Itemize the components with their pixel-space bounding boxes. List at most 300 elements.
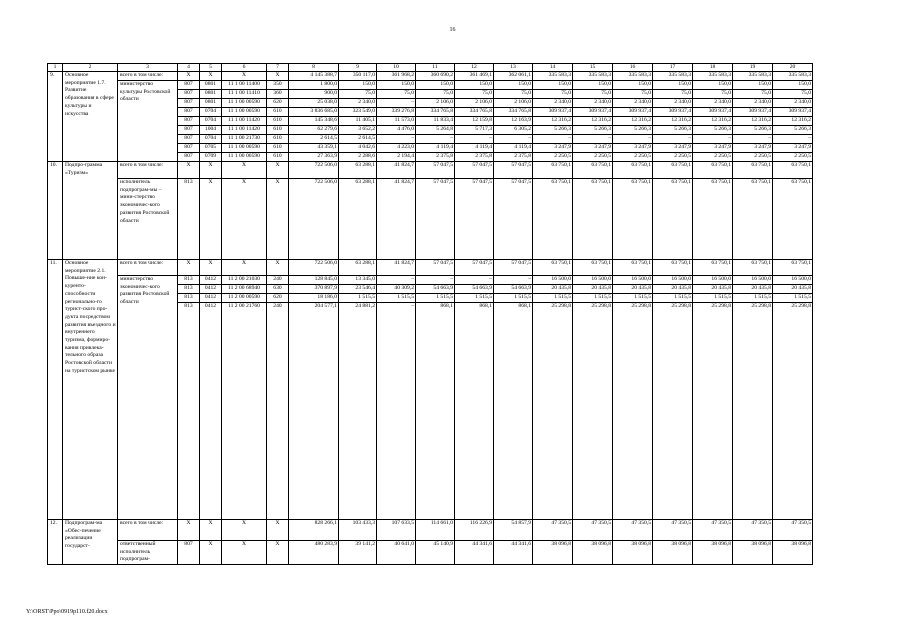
amount-cell: 63 288,1 [339,260,377,276]
amount-cell: 20 435,8 [693,285,733,294]
amount-cell: 1 515,5 [733,294,773,303]
amount-cell: 75,0 [377,90,416,99]
amount-cell: 309 937,4 [533,108,573,117]
amount-cell: 75,0 [533,90,573,99]
amount-cell: 1 515,5 [693,294,733,303]
row-number: 10. [48,162,63,260]
amount-cell: – [494,135,533,144]
table-body [48,64,813,565]
column-number-header: 16 [613,64,653,72]
amount-cell: 20 435,8 [613,285,653,294]
column-number-header: 19 [733,64,773,72]
amount-cell: 2 106,0 [455,99,494,108]
amount-cell: 1 515,5 [533,294,573,303]
budget-code-cell: 807 [178,117,200,126]
amount-cell: – [693,135,733,144]
amount-cell: 1 515,5 [573,294,613,303]
amount-cell: 63 750,1 [653,179,693,260]
amount-cell: 2 375,8 [494,153,533,162]
amount-cell: 150,0 [693,81,733,90]
amount-cell: 2 340,0 [339,99,377,108]
amount-cell: 57 047,5 [494,179,533,260]
budget-code-cell: 620 [267,294,289,303]
amount-cell: 47 350,5 [533,520,573,541]
amount-cell: 38 096,8 [693,541,733,565]
amount-cell: 47 350,5 [653,520,693,541]
amount-cell: 62 279,6 [289,126,339,135]
amount-cell: 6 305,2 [494,126,533,135]
budget-code-cell: 1004 [200,126,222,135]
amount-cell: 2 250,5 [653,153,693,162]
amount-cell: 11 405,1 [339,117,377,126]
budget-code-cell: 610 [267,144,289,153]
amount-cell: 335 583,3 [653,72,693,81]
budget-code-cell: X [200,179,222,260]
amount-cell: 480 283,9 [289,541,339,565]
amount-cell: – [455,135,494,144]
amount-cell: 1 515,5 [416,294,455,303]
budget-code-cell: X [200,162,222,179]
budget-code-cell: X [178,520,200,541]
amount-cell: 722 506,0 [289,179,339,260]
amount-cell: 38 096,8 [773,541,813,565]
amount-cell: 63 750,1 [573,179,613,260]
amount-cell: 3 247,9 [613,144,653,153]
amount-cell: 1 515,5 [494,294,533,303]
amount-cell: – [416,276,455,285]
amount-cell: 370 897,9 [289,285,339,294]
budget-code-cell: 11 2 00 68940 [222,285,267,294]
budget-code-cell: X [267,72,289,81]
amount-cell: 63 750,1 [613,260,653,276]
amount-cell: 339 276,8 [377,108,416,117]
row-number: 9. [48,72,63,162]
amount-cell: 16 500,0 [653,276,693,285]
amount-cell: 309 937,4 [653,108,693,117]
amount-cell: 3 247,9 [653,144,693,153]
amount-cell: 63 750,1 [613,179,653,260]
amount-cell: 334 765,8 [416,108,455,117]
amount-cell: 5 717,3 [455,126,494,135]
budget-code-cell: X [267,162,289,179]
table-row [48,81,813,90]
table-row [48,260,813,276]
amount-cell: 150,0 [377,81,416,90]
amount-cell: 323 549,0 [339,108,377,117]
amount-cell: 3 247,9 [733,144,773,153]
column-number-header: 1 [48,64,63,72]
budget-code-cell: X [178,72,200,81]
amount-cell: 150,0 [573,81,613,90]
executor-total: всего в том числе: [118,72,178,81]
amount-cell: 204 577,1 [289,303,339,520]
amount-cell: 47 350,5 [733,520,773,541]
amount-cell: 2 250,5 [773,153,813,162]
amount-cell: 1 800,0 [289,81,339,90]
amount-cell: 4 145 388,7 [289,72,339,81]
budget-code-cell: 11 1 00 00590 [222,144,267,153]
table-row [48,541,813,565]
amount-cell: 1 515,5 [773,294,813,303]
budget-code-cell: 807 [178,541,200,565]
amount-cell: 25 298,8 [733,303,773,520]
budget-code-cell: 807 [178,90,200,99]
budget-code-cell: 0801 [200,99,222,108]
budget-code-cell: 0705 [200,144,222,153]
amount-cell: 722 506,0 [289,162,339,179]
amount-cell: 335 583,3 [613,72,653,81]
amount-cell: – [377,99,416,108]
budget-code-cell: 807 [178,135,200,144]
amount-cell: 5 266,3 [653,126,693,135]
amount-cell: 75,0 [773,90,813,99]
amount-cell: 5 266,3 [693,126,733,135]
table-row [48,72,813,81]
budget-code-cell: 0704 [200,135,222,144]
amount-cell: 63 750,1 [653,162,693,179]
budget-code-cell: X [267,179,289,260]
column-number-header: 7 [267,64,289,72]
amount-cell: 63 750,1 [613,162,653,179]
amount-cell: 12 316,2 [773,117,813,126]
amount-cell: 309 937,4 [693,108,733,117]
budget-code-cell: 813 [178,179,200,260]
amount-cell: 38 096,8 [533,541,573,565]
amount-cell: 150,0 [416,81,455,90]
amount-cell: 12 316,2 [733,117,773,126]
amount-cell: 150,0 [533,81,573,90]
budget-code-cell: 620 [267,99,289,108]
amount-cell: 5 266,3 [733,126,773,135]
amount-cell: 722 506,0 [289,260,339,276]
budget-code-cell: 610 [267,117,289,126]
amount-cell: 41 824,7 [377,179,416,260]
table-row [48,276,813,285]
column-number-header: 2 [63,64,118,72]
amount-cell: 5 264,8 [416,126,455,135]
executor-name: министерство экономичес-кого развития Ростовской области [118,276,178,520]
amount-cell: 47 350,5 [613,520,653,541]
amount-cell: – [377,135,416,144]
amount-cell: 3 247,9 [773,144,813,153]
amount-cell: 63 750,1 [573,162,613,179]
budget-code-cell: X [267,260,289,276]
amount-cell: 2 250,5 [533,153,573,162]
column-number-header: 20 [773,64,813,72]
amount-cell: 57 047,5 [455,162,494,179]
amount-cell: 16 500,0 [773,276,813,285]
budget-code-cell: 0412 [200,276,222,285]
amount-cell: 25 298,8 [693,303,733,520]
amount-cell: 4 119,4 [494,144,533,153]
amount-cell: 1 515,5 [339,294,377,303]
amount-cell: 25 298,8 [613,303,653,520]
amount-cell: 54 663,9 [455,285,494,294]
column-number-header: 3 [118,64,178,72]
amount-cell: 2 340,0 [773,99,813,108]
amount-cell: 2 340,0 [533,99,573,108]
amount-cell: 63 750,1 [693,179,733,260]
amount-cell: 41 824,7 [377,162,416,179]
amount-cell: 150,0 [733,81,773,90]
amount-cell: 63 750,1 [733,260,773,276]
amount-cell: 25 298,8 [773,303,813,520]
amount-cell: 44 341,6 [494,541,533,565]
amount-cell: – [653,135,693,144]
amount-cell: 335 583,3 [693,72,733,81]
amount-cell: – [533,135,573,144]
amount-cell: 2 250,5 [613,153,653,162]
amount-cell: 12 316,2 [573,117,613,126]
amount-cell: 63 750,1 [773,162,813,179]
amount-cell: 334 765,8 [494,108,533,117]
amount-cell: 16 500,0 [733,276,773,285]
amount-cell: 38 096,8 [733,541,773,565]
amount-cell: 3 836 685,0 [289,108,339,117]
budget-code-cell: X [222,520,267,541]
amount-cell: 63 750,1 [733,179,773,260]
amount-cell: 2 288,6 [339,153,377,162]
executor-total: всего в том числе: [118,260,178,276]
budget-code-cell: 807 [178,153,200,162]
amount-cell: 1 515,5 [613,294,653,303]
budget-code-cell: 807 [178,144,200,153]
amount-cell: 150,0 [339,81,377,90]
budget-code-cell: 610 [267,153,289,162]
amount-cell: 25 298,8 [573,303,613,520]
amount-cell: 107 633,5 [377,520,416,541]
amount-cell: 362 061,1 [494,72,533,81]
amount-cell: – [455,276,494,285]
budget-code-cell: X [178,162,200,179]
amount-cell: 38 096,8 [613,541,653,565]
amount-cell: 38 096,8 [653,541,693,565]
amount-cell: 63 288,1 [339,179,377,260]
budget-code-cell: 350 [267,81,289,90]
amount-cell: 63 288,1 [339,162,377,179]
amount-cell: 150,0 [613,81,653,90]
amount-cell: 75,0 [693,90,733,99]
amount-cell: 2 614,5 [289,135,339,144]
budget-code-cell: 0704 [200,108,222,117]
amount-cell: 47 350,5 [573,520,613,541]
amount-cell: 309 937,4 [613,108,653,117]
budget-code-cell: 0704 [200,117,222,126]
executor-name: ответственный исполнитель подпрограм- [118,541,178,565]
amount-cell: 2 340,0 [733,99,773,108]
amount-cell: 868,1 [494,303,533,520]
amount-cell: 12 316,2 [533,117,573,126]
column-number-header: 8 [289,64,339,72]
amount-cell: 3 247,9 [693,144,733,153]
amount-cell: 12 163,9 [494,117,533,126]
amount-cell: 20 435,8 [773,285,813,294]
column-number-header: 17 [653,64,693,72]
amount-cell: 335 583,3 [733,72,773,81]
amount-cell: 20 435,8 [533,285,573,294]
amount-cell: – [613,135,653,144]
amount-cell: 2 250,5 [693,153,733,162]
amount-cell: – [416,135,455,144]
amount-cell: 57 047,5 [494,162,533,179]
amount-cell: 150,0 [455,81,494,90]
column-number-header: 4 [178,64,200,72]
column-number-header: 10 [377,64,416,72]
amount-cell: – [733,135,773,144]
program-name: Подпро-грамма «Туризм» [63,162,118,260]
amount-cell: 145 348,6 [289,117,339,126]
amount-cell: 2 340,0 [693,99,733,108]
amount-cell: 54 857,9 [494,520,533,541]
amount-cell: 1 515,5 [455,294,494,303]
amount-cell: 335 583,3 [773,72,813,81]
column-number-header: 14 [533,64,573,72]
amount-cell: 12 316,2 [693,117,733,126]
budget-code-cell: 11 1 00 11420 [222,117,267,126]
amount-cell: 128 845,0 [289,276,339,285]
amount-cell: 4 119,4 [416,144,455,153]
amount-cell: 150,0 [653,81,693,90]
program-name: Основное мероприятие 1.7. Развитие образования в сфере культуры и искусства [63,72,118,162]
amount-cell: 40 309,2 [377,285,416,294]
amount-cell: 57 047,5 [455,260,494,276]
budget-code-cell: X [267,520,289,541]
amount-cell: 868,1 [416,303,455,520]
amount-cell: 75,0 [573,90,613,99]
budget-code-cell: 11 1 00 00590 [222,99,267,108]
amount-cell: 11 573,0 [377,117,416,126]
amount-cell: 2 250,5 [733,153,773,162]
amount-cell: 2 375,8 [416,153,455,162]
budget-code-cell: 0709 [200,153,222,162]
amount-cell: 16 500,0 [573,276,613,285]
amount-cell: 63 750,1 [773,260,813,276]
amount-cell: 16 500,0 [533,276,573,285]
table-row [48,179,813,260]
budget-code-cell: 240 [267,276,289,285]
amount-cell: 868,1 [455,303,494,520]
amount-cell: 361 968,2 [377,72,416,81]
program-name: Основное мероприятие 2.1. Повыше-ние кон-курентo-способности регионально-го турист-ского про-дукта посредством развития въездного и внутреннего туризма, формиро-вания привлека-тельного образа Ростовской области на туристском рынке [63,260,118,520]
amount-cell: 5 266,3 [533,126,573,135]
amount-cell: 27 363,9 [289,153,339,162]
amount-cell: 57 047,5 [416,162,455,179]
amount-cell: 1 515,5 [653,294,693,303]
budget-code-cell: 0801 [200,81,222,90]
amount-cell: 38 096,8 [573,541,613,565]
amount-cell: 2 340,0 [653,99,693,108]
executor-total: всего в том числе: [118,162,178,179]
budget-table [47,63,813,565]
amount-cell: 20 435,8 [573,285,613,294]
amount-cell: 25 298,8 [653,303,693,520]
amount-cell: 63 750,1 [773,179,813,260]
amount-cell: 20 435,8 [653,285,693,294]
amount-cell: 150,0 [494,81,533,90]
amount-cell: 41 824,7 [377,260,416,276]
amount-cell: 40 641,0 [377,541,416,565]
amount-cell: 57 047,5 [416,179,455,260]
column-number-header: 6 [222,64,267,72]
amount-cell: – [494,276,533,285]
amount-cell: 11 833,4 [416,117,455,126]
amount-cell: 3 652,2 [339,126,377,135]
amount-cell: 63 750,1 [693,162,733,179]
budget-code-cell: 807 [178,99,200,108]
column-number-header: 11 [416,64,455,72]
budget-code-cell: X [200,260,222,276]
column-number-header: 18 [693,64,733,72]
budget-code-cell: 0412 [200,294,222,303]
budget-code-cell: 360 [267,90,289,99]
budget-code-cell: X [222,162,267,179]
amount-cell: 75,0 [455,90,494,99]
budget-code-cell: 610 [267,108,289,117]
amount-cell: 12 159,8 [455,117,494,126]
column-number-header: 13 [494,64,533,72]
amount-cell: 335 583,3 [533,72,573,81]
budget-code-cell: X [222,260,267,276]
row-number: 12. [48,520,63,565]
budget-code-cell: 11 1 00 00590 [222,108,267,117]
amount-cell: – [773,135,813,144]
budget-code-cell: 11 2 00 21760 [222,303,267,520]
amount-cell: 2 106,0 [494,99,533,108]
budget-code-cell: X [200,541,222,565]
amount-cell: 75,0 [416,90,455,99]
amount-cell: 57 047,5 [416,260,455,276]
amount-cell: 24 881,2 [339,303,377,520]
amount-cell: 63 750,1 [533,260,573,276]
amount-cell: – [377,276,416,285]
budget-code-cell: 813 [178,276,200,285]
amount-cell: 12 316,2 [653,117,693,126]
budget-code-cell: X [222,541,267,565]
amount-cell: 4 119,4 [455,144,494,153]
amount-cell: 4 476,0 [377,126,416,135]
column-number-header: 9 [339,64,377,72]
amount-cell: 4 042,6 [339,144,377,153]
budget-code-cell: 0801 [200,90,222,99]
amount-cell: – [573,135,613,144]
amount-cell: 309 937,4 [573,108,613,117]
budget-code-cell: 813 [178,303,200,520]
amount-cell: 360 690,2 [416,72,455,81]
amount-cell: 63 750,1 [653,260,693,276]
amount-cell: 45 140,9 [416,541,455,565]
amount-cell: 25 298,8 [533,303,573,520]
budget-code-cell: X [200,72,222,81]
amount-cell: 1 515,5 [377,294,416,303]
amount-cell: 900,0 [289,90,339,99]
amount-cell: 3 247,9 [573,144,613,153]
amount-cell: 75,0 [494,90,533,99]
amount-cell: 309 937,4 [773,108,813,117]
budget-code-cell: 11 1 00 11420 [222,126,267,135]
amount-cell: 114 661,0 [416,520,455,541]
amount-cell: 350 117,0 [339,72,377,81]
amount-cell: 20 435,8 [733,285,773,294]
amount-cell: 63 750,1 [573,260,613,276]
amount-cell: 2 250,5 [573,153,613,162]
amount-cell: 63 750,1 [533,179,573,260]
amount-cell: 828 266,1 [289,520,339,541]
amount-cell: 63 750,1 [693,260,733,276]
amount-cell: 103 433,3 [339,520,377,541]
amount-cell: 150,0 [773,81,813,90]
page-number: 16 [449,27,456,33]
budget-code-cell: X [200,520,222,541]
